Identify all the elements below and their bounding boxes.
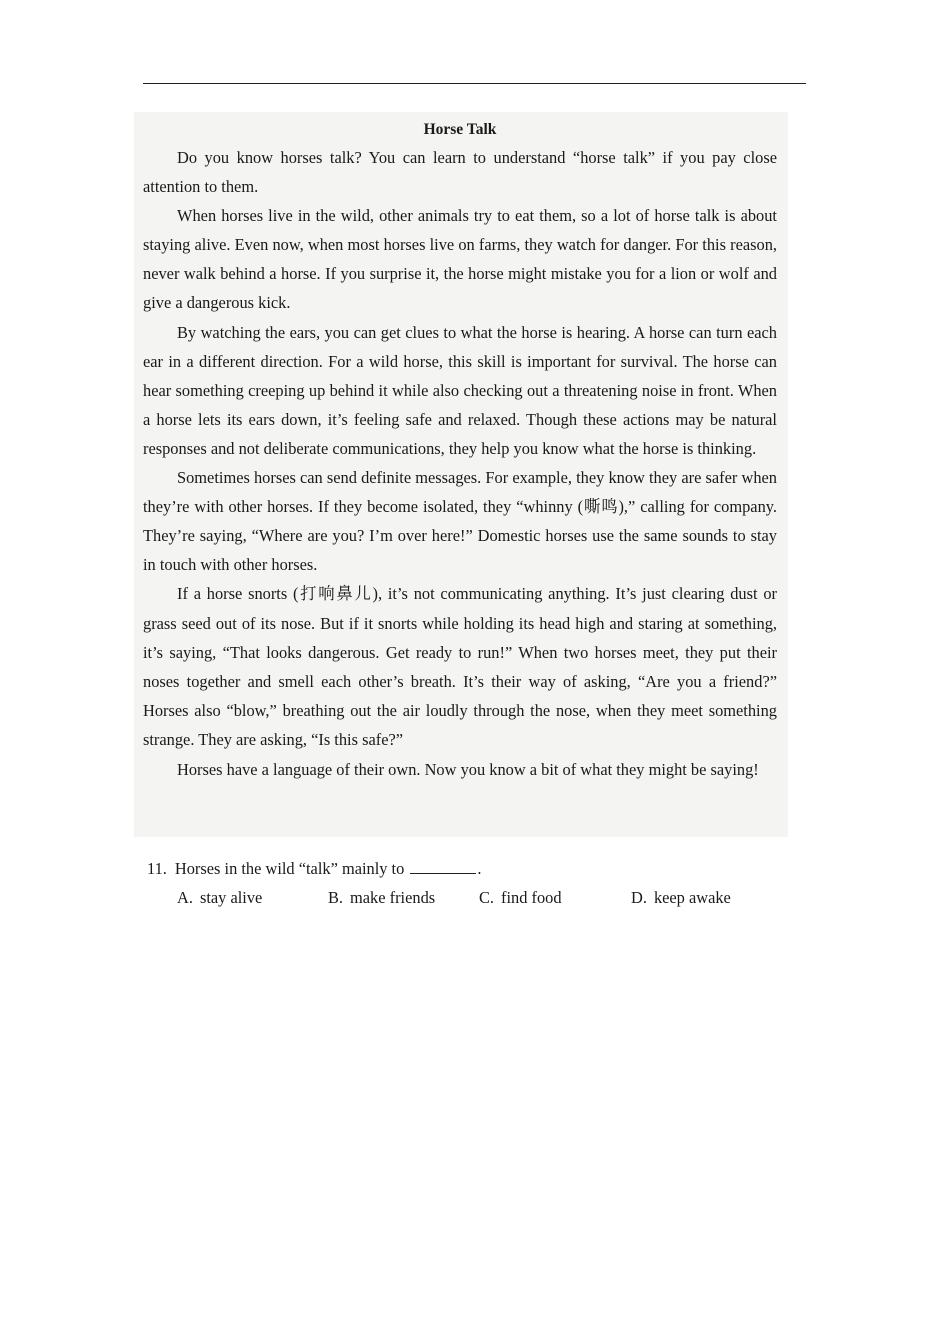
option-text: make friends <box>350 888 436 907</box>
paragraph-1: Do you know horses talk? You can learn to understand “horse talk” if you pay close attention to them. <box>143 148 777 197</box>
passage-title: Horse Talk <box>423 121 497 138</box>
paragraph-5: If a horse snorts (打响鼻儿), it’s not communicating anything. It’s just clearing dust or grass seed out of its nose. But if it snorts while holding its head high and staring at something, it’s saying, “That looks dangerous. Get ready to run!” When two horses meet, they put their noses together and smell each other’s breath. It’s their way of asking, “Are you a friend?” Horses also “blow,” breathing out the air loudly through the nose, when they meet something strange. They are asking, “Is this safe?” <box>143 584 777 749</box>
option-text: find food <box>501 888 562 907</box>
reading-passage <box>143 118 777 784</box>
question-stem-end: . <box>477 859 482 878</box>
paragraph-2: When horses live in the wild, other animals try to eat them, so a lot of horse talk is about staying alive. Even now, when most horses live on farms, they watch for danger. For this reason, never walk behind a horse. If you surprise it, the horse might mistake you for a lion or wolf and give a dangerous kick. <box>143 206 777 313</box>
option-a[interactable] <box>177 883 328 912</box>
paragraph-6: Horses have a language of their own. Now you know a bit of what they might be saying! <box>177 759 759 779</box>
option-text: stay alive <box>199 888 263 907</box>
option-c[interactable] <box>479 883 631 912</box>
question-text: Horses in the wild “talk” mainly to <box>174 859 405 878</box>
option-text: keep awake <box>653 888 731 907</box>
top-divider <box>143 83 806 84</box>
answer-options <box>147 883 787 912</box>
answer-blank[interactable] <box>410 857 476 874</box>
question-11 <box>147 854 787 912</box>
option-letter: D. <box>631 888 647 907</box>
option-letter: C. <box>479 888 495 907</box>
option-b[interactable] <box>328 883 479 912</box>
option-d[interactable] <box>631 883 731 912</box>
paragraph-3: By watching the ears, you can get clues to what the horse is hearing. A horse can turn each ear in a different direction. For a wild horse, this skill is important for survival. The horse can hear something creeping up behind it while also checking out a threatening noise in front. When a horse lets its ears down, it’s feeling safe and relaxed. Though these actions may be natural responses and not deliberate communications, they help you know what the horse is thinking. <box>143 322 777 458</box>
option-letter: A. <box>177 888 193 907</box>
option-letter: B. <box>328 888 344 907</box>
paragraph-4: Sometimes horses can send definite messages. For example, they know they are safer when they’re with other horses. If they become isolated, they “whinny (嘶鸣),” calling for company. They’re saying, “Where are you? I’m over here!” Domestic horses use the same sounds to stay in touch with other horses. <box>143 468 777 575</box>
question-number: 11. <box>147 859 167 878</box>
question-stem <box>147 854 787 883</box>
